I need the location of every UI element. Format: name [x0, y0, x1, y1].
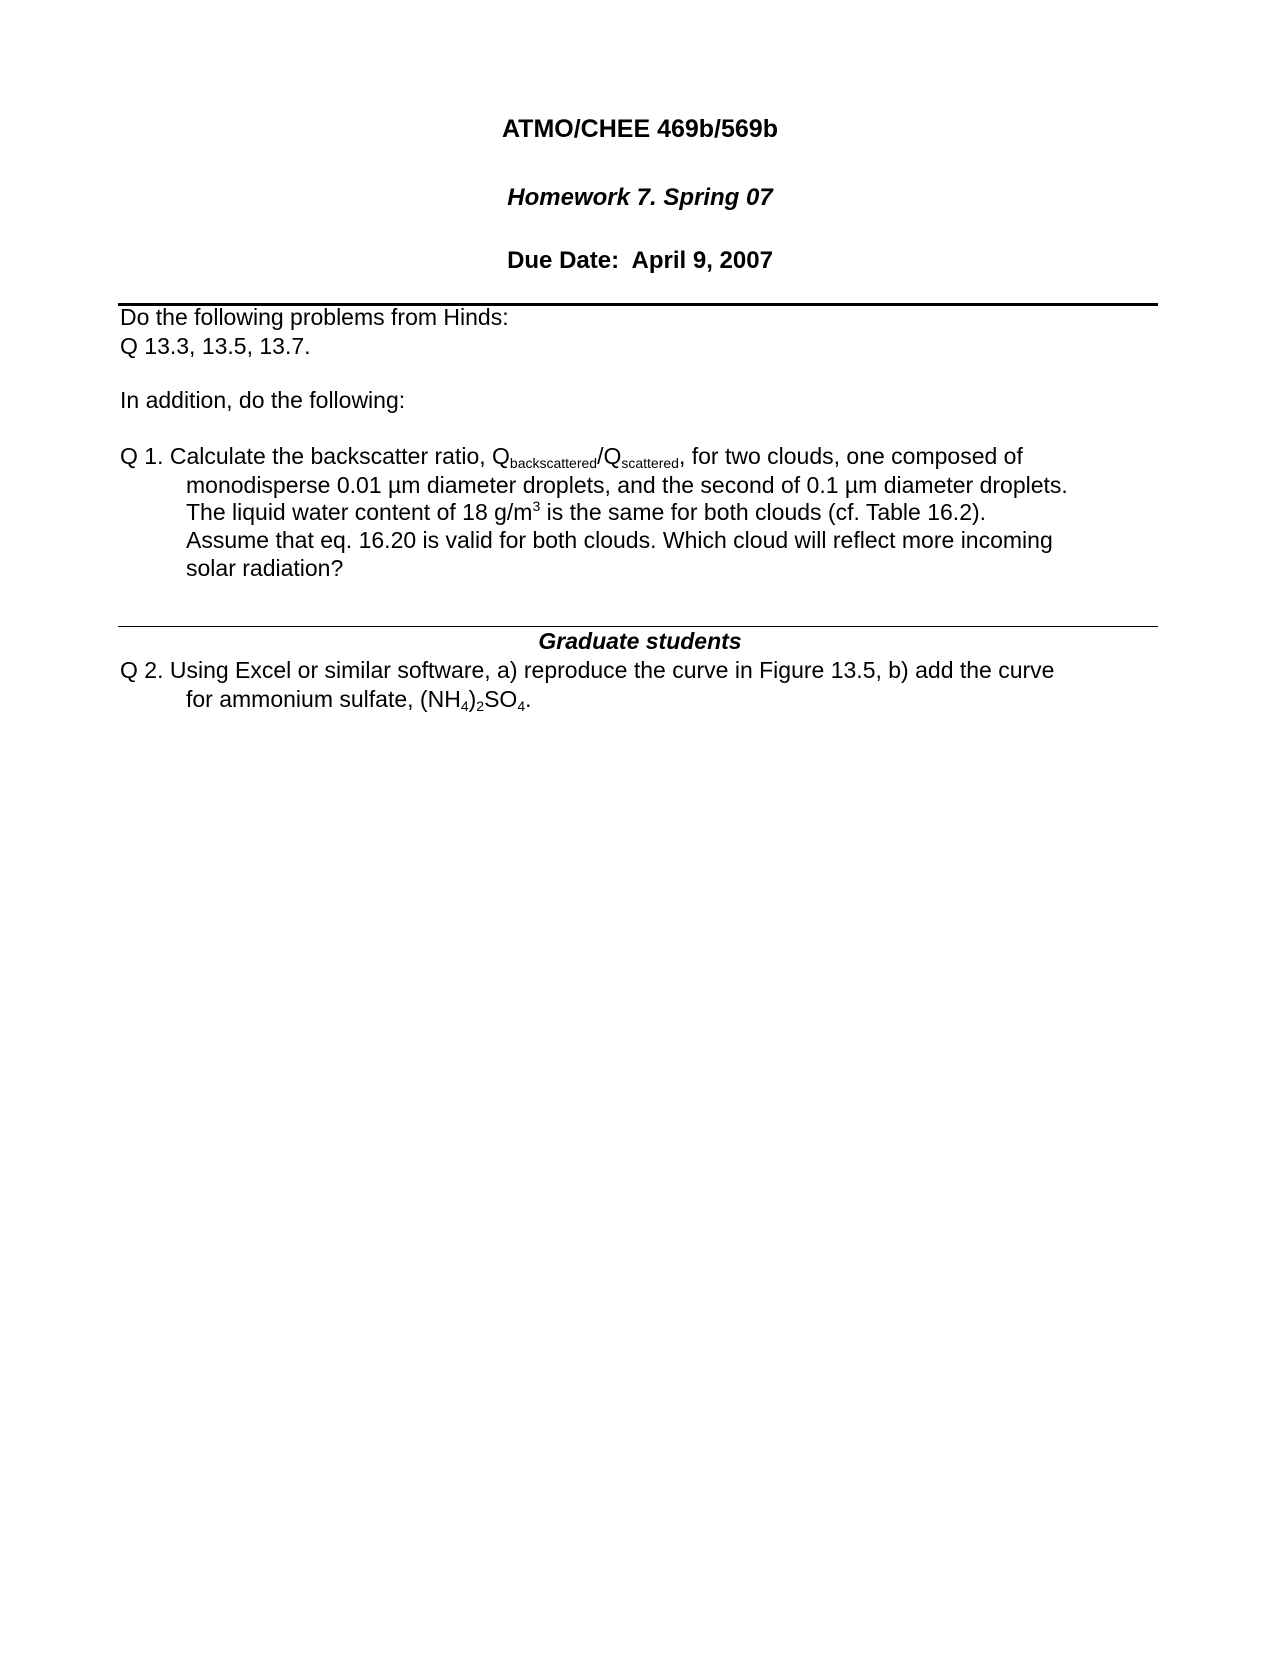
q2-sub-3: 4	[517, 698, 526, 714]
intro-addition: In addition, do the following:	[120, 387, 406, 413]
due-date: Due Date: April 9, 2007	[507, 247, 773, 274]
q1-subscript-scattered: scattered	[621, 455, 679, 471]
q1-line-2: monodisperse 0.01 µm diameter droplets, and the second of 0.1 µm diameter droplets.	[186, 472, 1068, 498]
q1-line-3-pre: The liquid water content of 18 g/m	[186, 499, 533, 525]
q2-line-1: Q 2. Using Excel or similar software, a) reproduce the curve in Figure 13.5, b) add the curve	[120, 657, 1055, 683]
intro-line-1: Do the following problems from Hinds:	[120, 304, 509, 330]
q2-line-2	[186, 685, 532, 714]
q2-line-2-mid: )	[468, 686, 477, 712]
q2-sub-1: 4	[460, 698, 469, 714]
q1-line-1	[120, 442, 1023, 471]
q1-slash: /Q	[597, 443, 622, 469]
course-title: ATMO/CHEE 469b/569b	[501, 115, 778, 143]
section-divider	[118, 626, 1158, 627]
q1-prefix: Q 1. Calculate the backscatter ratio, Q	[120, 443, 510, 469]
q2-sub-2: 2	[476, 698, 485, 714]
homework-title: Homework 7. Spring 07	[507, 184, 773, 211]
q1-line-4: Assume that eq. 16.20 is valid for both clouds. Which cloud will reflect more incoming	[186, 527, 1053, 553]
q1-line-5: solar radiation?	[186, 555, 344, 581]
q1-line-3-post: is the same for both clouds (cf. Table 16.2).	[540, 499, 987, 525]
q1-line-3	[186, 498, 986, 527]
graduate-heading: Graduate students	[538, 628, 742, 654]
q1-subscript-backscattered: backscattered	[509, 455, 598, 471]
q2-line-2-post: .	[525, 686, 532, 712]
q2-line-2-pre: for ammonium sulfate, (NH	[186, 686, 461, 712]
q1-suffix: , for two clouds, one composed of	[678, 443, 1023, 469]
q1-superscript: 3	[532, 498, 541, 514]
intro-line-2: Q 13.3, 13.5, 13.7.	[120, 333, 311, 359]
q2-line-2-mid2: SO	[484, 686, 518, 712]
